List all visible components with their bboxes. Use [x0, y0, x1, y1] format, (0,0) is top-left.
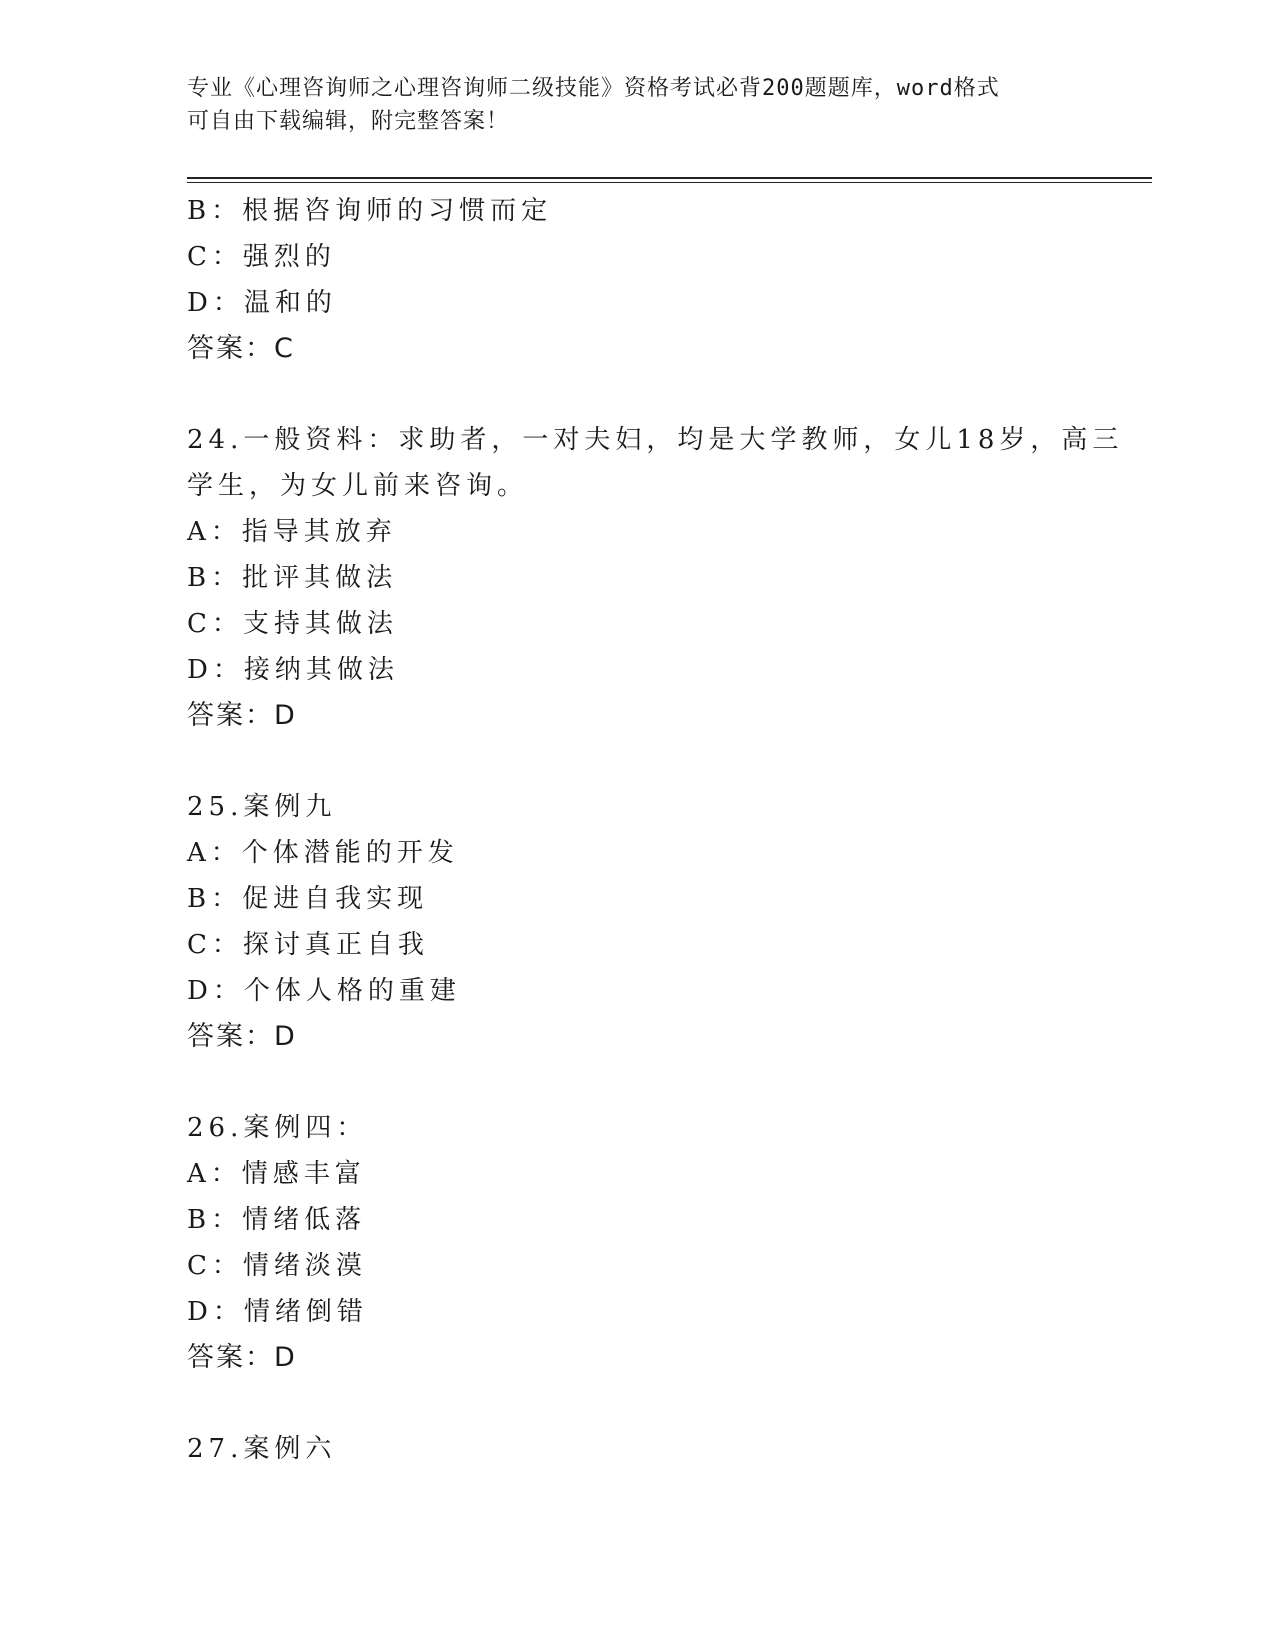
header-divider-thin	[187, 182, 1152, 183]
question-list	[187, 188, 1124, 1472]
header-line-1: 专业《心理咨询师之心理咨询师二级技能》资格考试必背200题题库，word格式	[187, 76, 1000, 101]
answer-line: 答案：D	[187, 1021, 297, 1052]
option-b: B：情绪低落	[187, 1205, 367, 1235]
question-stem-line-1: 26.案例四：	[187, 1113, 368, 1143]
question-stem-line-1: 25.案例九	[187, 792, 337, 822]
answer-line: 答案：D	[187, 1342, 297, 1373]
option-d: D：接纳其做法	[187, 655, 399, 685]
option-a: A：情感丰富	[187, 1159, 366, 1189]
document-header	[187, 72, 1087, 138]
option-b: B：促进自我实现	[187, 884, 429, 914]
question-stem-line-1: 24.一般资料：求助者，一对夫妇，均是大学教师，女儿18岁，高三	[187, 425, 1124, 455]
question-23-partial	[187, 188, 1087, 372]
option-a: A：指导其放弃	[187, 517, 397, 547]
option-c: C：支持其做法	[187, 609, 398, 639]
option-c: C：情绪淡漠	[187, 1251, 367, 1281]
header-line-2: 可自由下载编辑，附完整答案！	[187, 109, 510, 134]
question-24	[187, 417, 1124, 739]
question-26	[187, 1105, 1087, 1381]
option-d: D：情绪倒错	[187, 1297, 368, 1327]
header-divider-thick	[187, 177, 1152, 179]
option-d: D：个体人格的重建	[187, 976, 461, 1006]
option-c: C：强烈的	[187, 242, 336, 272]
option-c: C：探讨真正自我	[187, 930, 429, 960]
option-b: B：根据咨询师的习惯而定	[187, 196, 553, 226]
option-d: D：温和的	[187, 288, 337, 318]
option-b: B：批评其做法	[187, 563, 398, 593]
answer-line: 答案：D	[187, 700, 297, 731]
question-27	[187, 1426, 1087, 1472]
question-25	[187, 784, 1087, 1060]
answer-line: 答案：C	[187, 333, 295, 364]
question-stem-line-2: 学生，为女儿前来咨询。	[187, 471, 529, 501]
option-a: A：个体潜能的开发	[187, 838, 459, 868]
question-stem-line-1: 27.案例六	[187, 1434, 337, 1464]
